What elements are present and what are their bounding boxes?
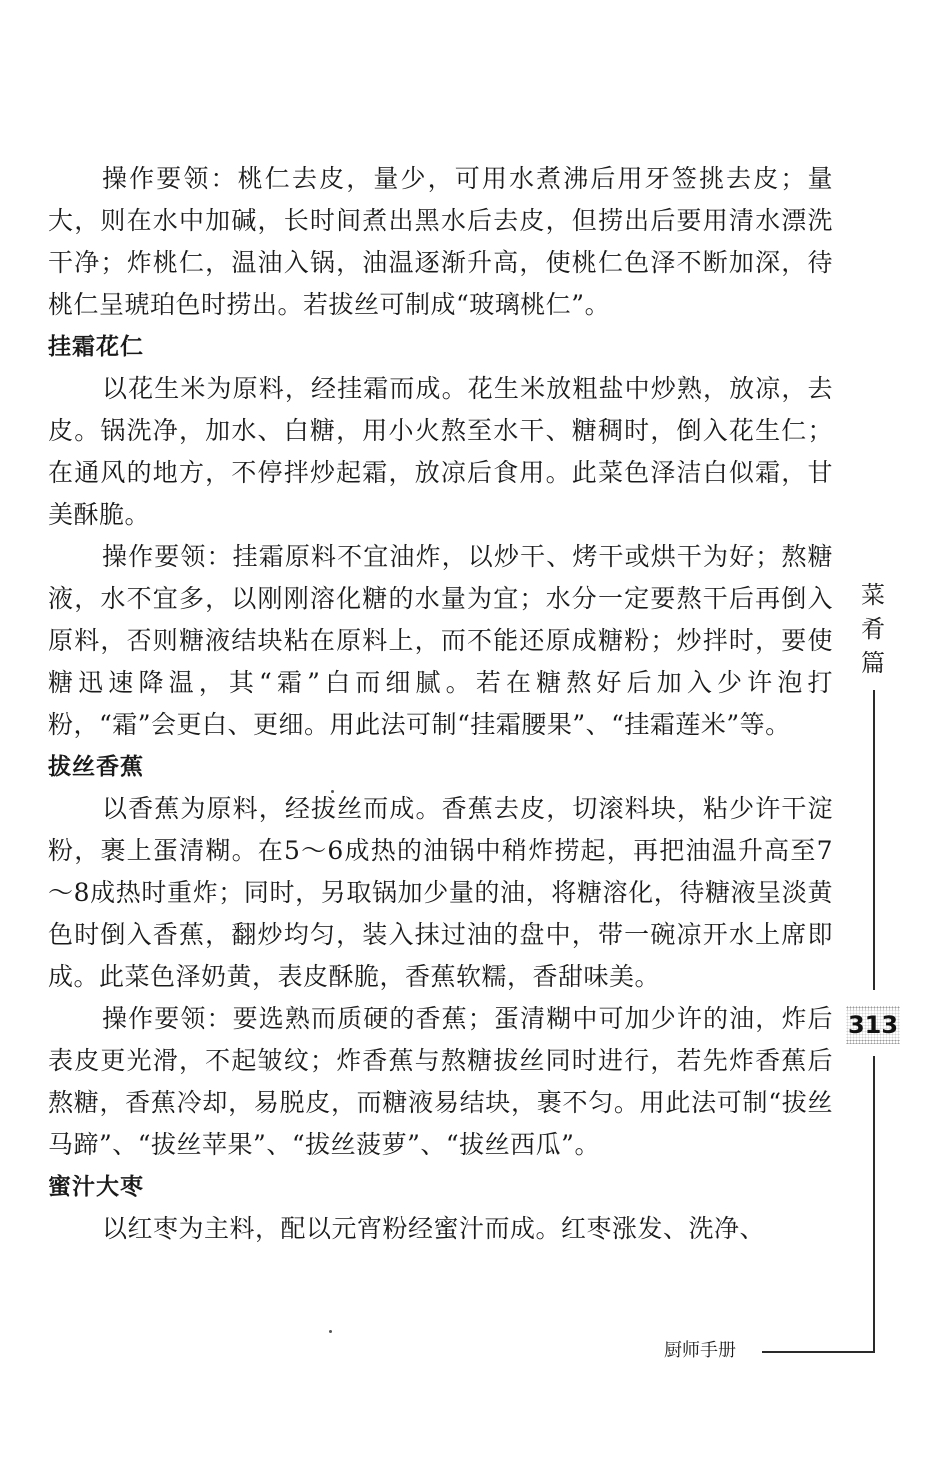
heading-honey-jujube: 蜜汁大枣 <box>48 1174 144 1200</box>
section-title-char: 肴 <box>861 615 885 643</box>
paragraph-frosted-peanuts-recipe: 以花生米为原料，经挂霜而成。花生米放粗盐中炒熟，放凉，去皮。锅洗净，加水、白糖，用小火熬至水干、糖稠时，倒入花生仁；在通风的地方，不停拌炒起霜，放凉后食用。此菜色泽洁白似霜，甘美酥脆。 <box>48 374 833 529</box>
section-title-vertical <box>858 578 888 680</box>
margin-rule-bottom <box>873 1056 875 1352</box>
paragraph-candied-banana-tips: 操作要领：要选熟而质硬的香蕉；蛋清糊中可加少许的油，炸后表皮更光滑，不起皱纹；炸香蕉与熬糖拔丝同时进行，若先炸香蕉后熬糖，香蕉冷却，易脱皮，而糖液易结块，裹不匀。用此法可制“拔丝马蹄”、“拔丝苹果”、“拔丝菠萝”、“拔丝西瓜”。 <box>48 1004 833 1159</box>
paragraph-frosted-peanuts-tips: 操作要领：挂霜原料不宜油炸，以炒干、烤干或烘干为好；熬糖液，水不宜多，以刚刚溶化糖的水量为宜；水分一定要熬干后再倒入原料，否则糖液结块粘在原料上，而不能还原成糖粉；炒拌时，要使糖迅速降温，其“霜”白而细腻。若在糖熬好后加入少许泡打粉，“霜”会更白、更细。用此法可制“挂霜腰果”、“挂霜莲米”等。 <box>48 542 833 739</box>
scan-speck <box>329 1330 332 1333</box>
page-number: 313 <box>847 1011 899 1039</box>
footer-book-title: 厨师手册 <box>664 1340 736 1361</box>
scan-speck <box>331 790 334 793</box>
paragraph-walnut-tips: 操作要领：桃仁去皮，量少，可用水煮沸后用牙签挑去皮；量大，则在水中加碱，长时间煮出黑水后去皮，但捞出后要用清水漂洗干净；炸桃仁，温油入锅，油温逐渐升高，使桃仁色泽不断加深，待桃仁呈琥珀色时捞出。若拔丝可制成“玻璃桃仁”。 <box>48 164 833 319</box>
page-number-badge <box>846 1006 900 1044</box>
heading-candied-banana: 拔丝香蕉 <box>48 754 144 780</box>
section-title-char: 菜 <box>861 581 885 609</box>
paragraph-honey-jujube-recipe: 以红枣为主料，配以元宵粉经蜜汁而成。红枣涨发、洗净、 <box>102 1214 766 1243</box>
section-title-char: 篇 <box>861 649 885 677</box>
main-text <box>48 158 833 1250</box>
heading-frosted-peanuts: 挂霜花仁 <box>48 334 144 360</box>
paragraph-candied-banana-recipe: 以香蕉为原料，经拔丝而成。香蕉去皮，切滚料块，粘少许干淀粉，裹上蛋清糊。在5～6成热的油锅中稍炸捞起，再把油温升高至7～8成热时重炸；同时，另取锅加少量的油，将糖溶化，待糖液呈淡黄色时倒入香蕉，翻炒均匀，装入抹过油的盘中，带一碗凉开水上席即成。此菜色泽奶黄，表皮酥脆，香蕉软糯，香甜味美。 <box>48 794 833 991</box>
margin-rule-top <box>873 690 875 990</box>
footer-rule <box>762 1351 875 1353</box>
